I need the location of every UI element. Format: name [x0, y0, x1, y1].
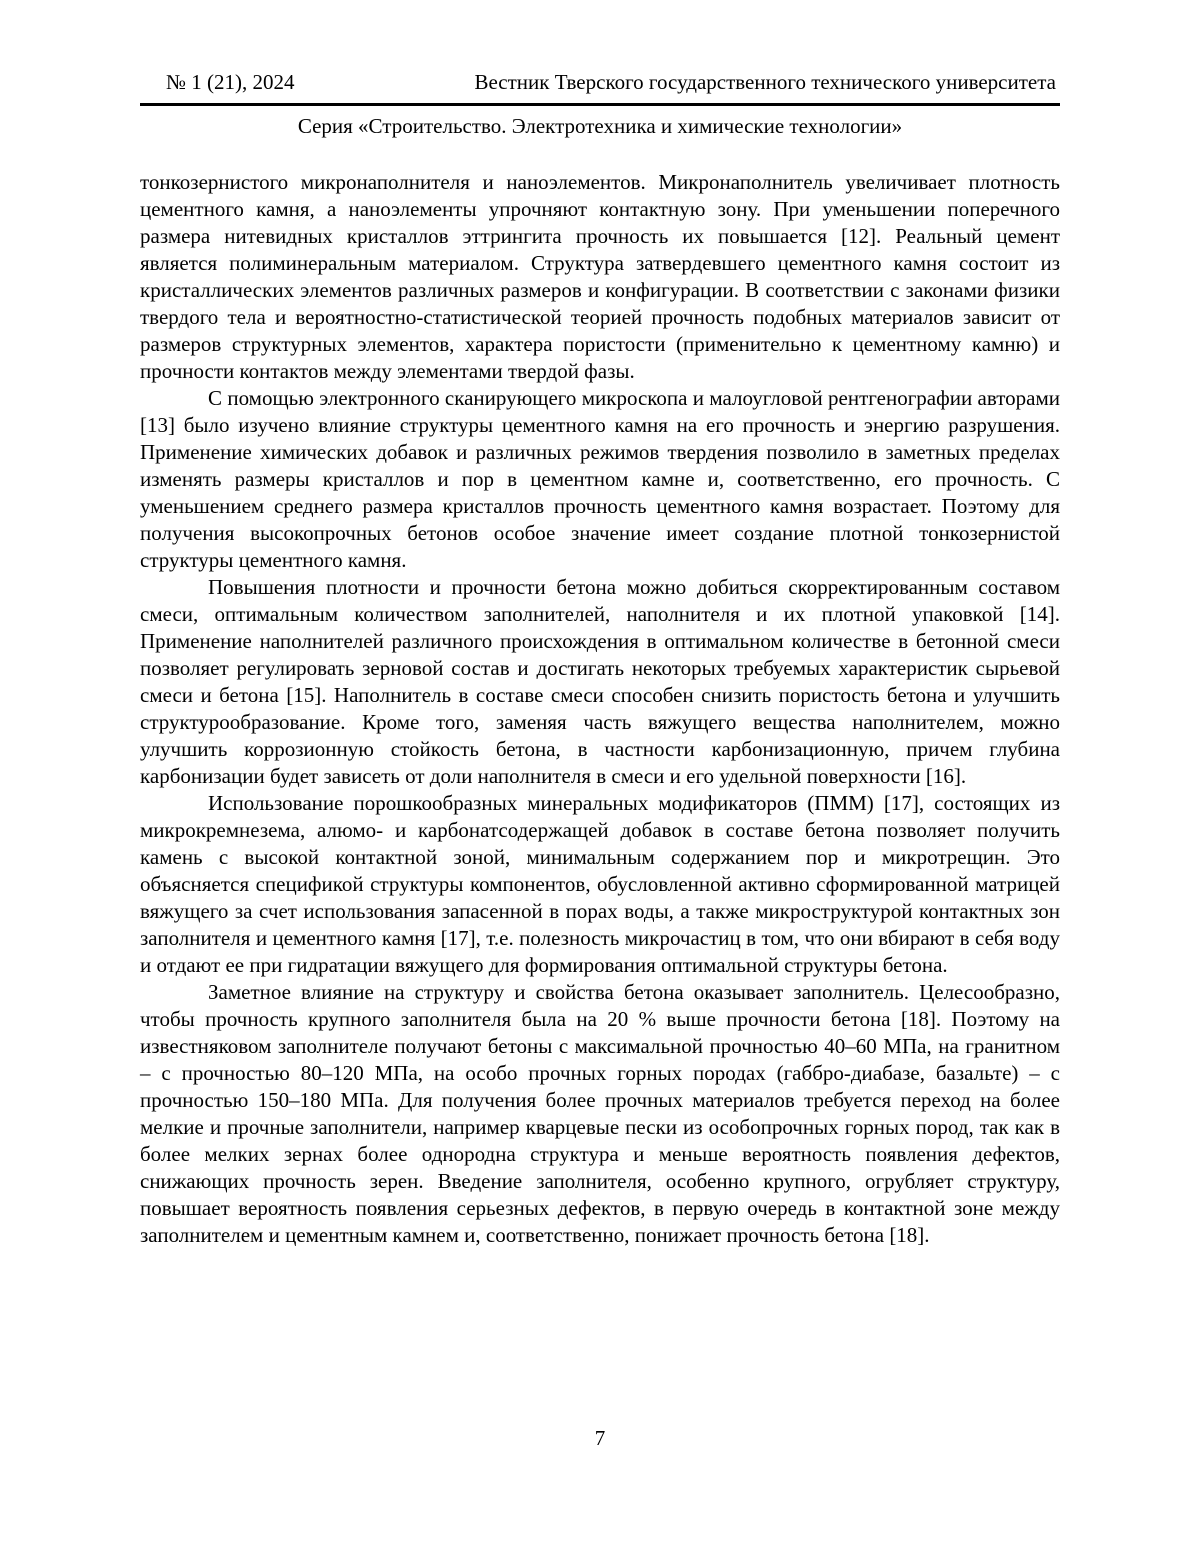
article-body [140, 169, 1060, 1249]
page-header [140, 70, 1060, 139]
paragraph-3: Повышения плотности и прочности бетона можно добиться скорректированным составом смеси, оптимальным количеством заполнителей, наполнителя и их плотной упаковкой [14]. Применение наполнителей различного происхождения в оптимальном количестве в бетонной смеси позволяет регулировать зерновой состав и достигать некоторых требуемых характеристик сырьевой смеси и бетона [15]. Наполнитель в составе смеси способен снизить пористость бетона и улучшить структурообразование. Кроме того, заменяя часть вяжущего вещества наполнителем, можно улучшить коррозионную стойкость бетона, в частности карбонизационную, причем глубина карбонизации будет зависеть от доли наполнителя в смеси и его удельной поверхности [16]. [140, 575, 1060, 788]
paragraph-1: тонкозернистого микронаполнителя и наноэлементов. Микронаполнитель увеличивает плотность цементного камня, а наноэлементы упрочняют контактную зону. При уменьшении поперечного размера нитевидных кристаллов эттрингита прочность их повышается [12]. Реальный цемент является полиминеральным материалом. Структура затвердевшего цементного камня состоит из кристаллических элементов различных размеров и конфигурации. В соответствии с законами физики твердого тела и вероятностно-статистической теорией прочность подобных материалов зависит от размеров структурных элементов, характера пористости (применительно к цементному камню) и прочности контактов между элементами твердой фазы. [140, 170, 1060, 383]
header-row [140, 70, 1060, 106]
series-title: Серия «Строительство. Электротехника и химические технологии» [297, 114, 903, 138]
page-footer [0, 1426, 1200, 1451]
paragraph-2: С помощью электронного сканирующего микроскопа и малоугловой рентгенографии авторами [13] было изучено влияние структуры цементного камня на его прочность и энергию разрушения. Применение химических добавок и различных режимов твердения позволило в заметных пределах изменять размеры кристаллов и пор в цементном камне и, соответственно, его прочность. С уменьшением среднего размера кристаллов прочность цементного камня возрастает. Поэтому для получения высокопрочных бетонов особое значение имеет создание плотной тонкозернистой структуры цементного камня. [140, 386, 1060, 572]
journal-title: Вестник Тверского государственного технического университета [474, 70, 1056, 94]
issue-number: № 1 (21), 2024 [166, 70, 295, 94]
page-number: 7 [594, 1426, 606, 1450]
paragraph-4: Использование порошкообразных минеральных модификаторов (ПММ) [17], состоящих из микрокремнезема, алюмо- и карбонатсодержащей добавок в составе бетона позволяет получить камень с высокой контактной зоной, минимальным содержанием пор и микротрещин. Это объясняется спецификой структуры компонентов, обусловленной активно сформированной матрицей вяжущего за счет использования запасенной в порах воды, а также микроструктурой контактных зон заполнителя и цементного камня [17], т.е. полезность микрочастиц в том, что они вбирают в себя воду и отдают ее при гидратации вяжущего для формирования оптимальной структуры бетона. [140, 791, 1060, 977]
paragraph-5: Заметное влияние на структуру и свойства бетона оказывает заполнитель. Целесообразно, чтобы прочность крупного заполнителя была на 20 % выше прочности бетона [18]. Поэтому на известняковом заполнителе получают бетоны с максимальной прочностью 40–60 МПа, на гранитном – с прочностью 80–120 МПа, на особо прочных горных породах (габбро-диабазе, базальте) – с прочностью 150–180 МПа. Для получения более прочных материалов требуется переход на более мелкие и прочные заполнители, например кварцевые пески из особопрочных горных пород, так как в более мелких зернах более однородна структура и меньше вероятность появления дефектов, снижающих прочность зерен. Введение заполнителя, особенно крупного, огрубляет структуру, повышает вероятность появления серьезных дефектов, в первую очередь в контактной зоне между заполнителем и цементным камнем и, соответственно, понижает прочность бетона [18]. [140, 980, 1060, 1247]
